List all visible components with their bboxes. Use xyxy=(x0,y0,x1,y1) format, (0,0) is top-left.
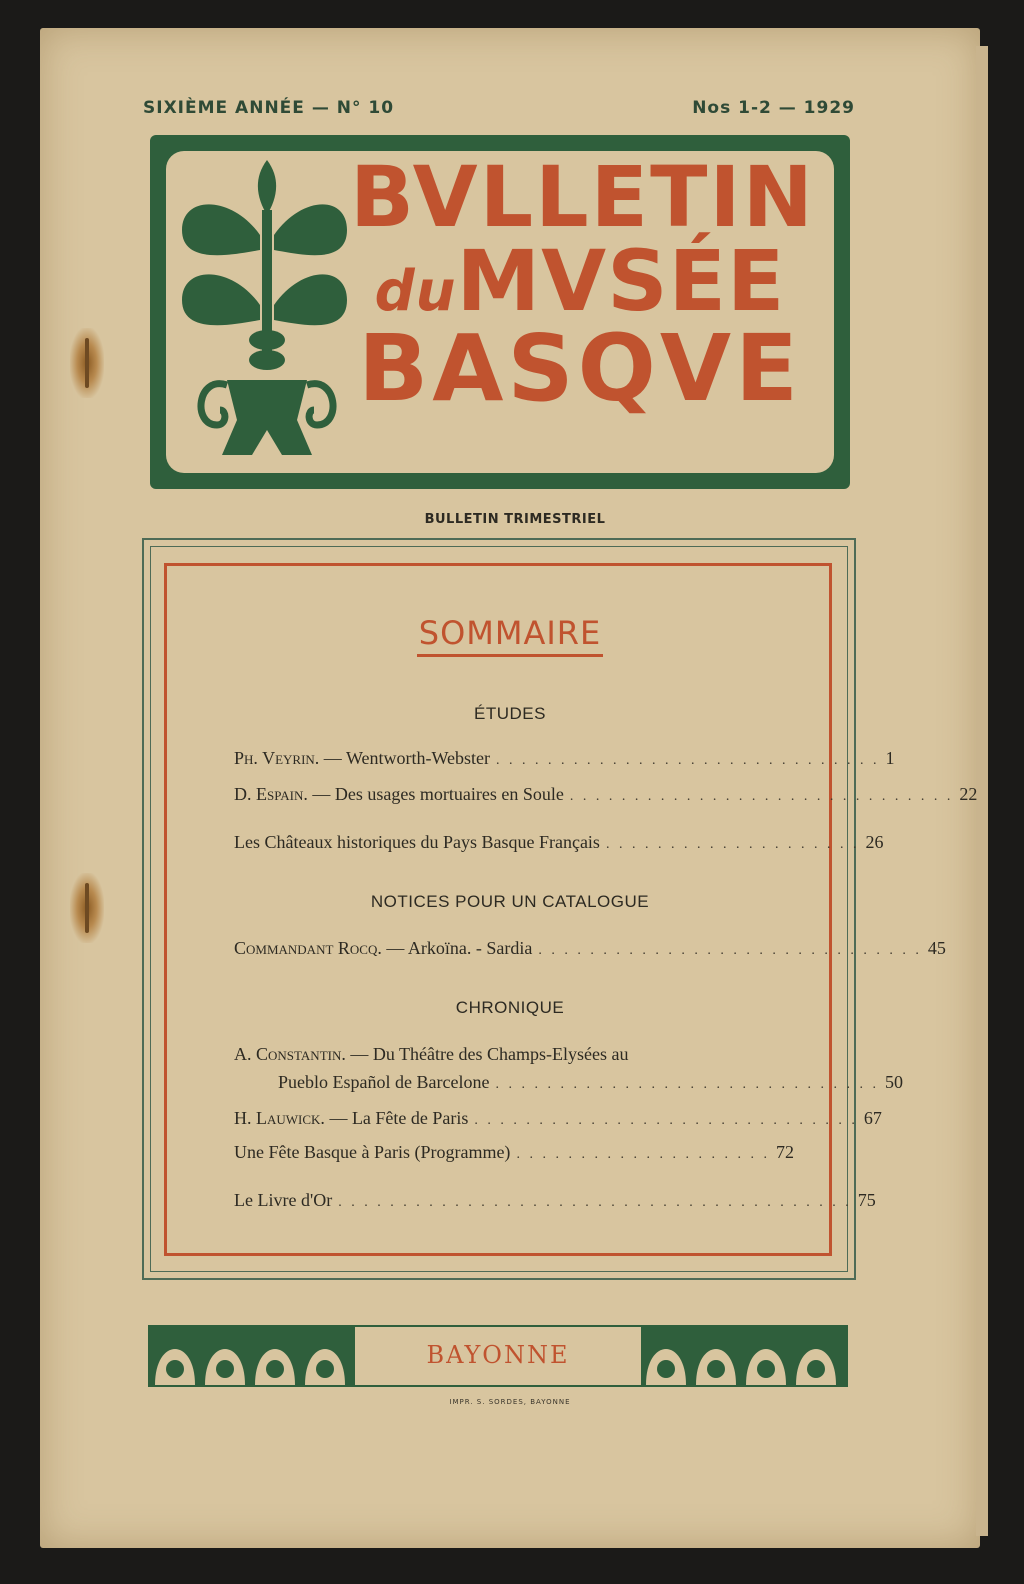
issue-year: SIXIÈME ANNÉE — N° 10 xyxy=(143,98,395,118)
section-chronique: CHRONIQUE xyxy=(455,998,565,1017)
toc-page: 72 xyxy=(775,1142,794,1162)
toc-entry-first-line xyxy=(234,1044,766,1065)
toc-entry xyxy=(234,748,895,769)
leader-dots: . . . . . . . . . . . . . . . . . . . . xyxy=(605,837,860,852)
issue-numbers: Nos 1-2 — 1929 xyxy=(692,98,855,118)
toc-entry xyxy=(234,784,978,805)
toc-page: 1 xyxy=(885,748,895,768)
toc-author: Commandant Rocq. xyxy=(234,938,382,958)
title-line-basque: BASQVE xyxy=(358,315,802,422)
toc-page: 45 xyxy=(927,938,946,958)
leader-dots: . . . . . . . . . . . . . . . . . . . . . . . . . . . . . . xyxy=(569,789,954,804)
leader-dots: . . . . . . . . . . . . . . . . . . . . . . . . . . . . . . . . . . . . . . . . xyxy=(338,1195,852,1210)
toc-title: Le Livre d'Or xyxy=(234,1190,333,1210)
toc-title: Pueblo Español de Barcelone xyxy=(278,1072,490,1092)
section-etudes: ÉTUDES xyxy=(474,704,546,723)
toc-title: — Des usages mortuaires en Soule xyxy=(307,784,564,804)
toc-entry xyxy=(234,1142,794,1163)
toc-entry xyxy=(234,832,884,853)
toc-title: Une Fête Basque à Paris (Programme) xyxy=(234,1142,511,1162)
toc-entry xyxy=(234,938,946,959)
toc-title: Les Châteaux historiques du Pays Basque Français xyxy=(234,832,600,852)
toc-page: 26 xyxy=(865,832,884,852)
subtitle: BULLETIN TRIMESTRIEL xyxy=(424,512,606,527)
masthead-title xyxy=(350,148,815,422)
toc-page: 50 xyxy=(884,1072,903,1092)
toc-title: — La Fête de Paris xyxy=(324,1108,469,1128)
page-edge xyxy=(976,46,988,1536)
toc-title: — Du Théâtre des Champs-Elysées au xyxy=(345,1044,629,1064)
masthead xyxy=(150,135,850,489)
printer-imprint: IMPR. S. SORDES, BAYONNE xyxy=(449,1398,571,1406)
toc-author: Ph. Veyrin. xyxy=(234,748,320,768)
floral-ornament-icon xyxy=(150,1327,355,1385)
section-notices: NOTICES POUR UN CATALOGUE xyxy=(370,892,650,911)
cover-page xyxy=(40,28,980,1548)
leader-dots: . . . . . . . . . . . . . . . . . . . . . . . . . . . . . . xyxy=(496,753,880,768)
toc-entry xyxy=(234,1190,876,1211)
sommaire-heading xyxy=(40,614,980,652)
title-musee: MVSÉE xyxy=(456,232,786,330)
toc-page: 22 xyxy=(959,784,978,804)
toc-author: H. Lauwick. xyxy=(234,1108,325,1128)
title-du: du xyxy=(374,259,457,324)
title-line-bulletin: BVLLETIN xyxy=(350,148,815,246)
toc-entry xyxy=(234,1108,882,1129)
leader-dots: . . . . . . . . . . . . . . . . . . . . . . . . . . . . . . xyxy=(474,1113,858,1128)
city-name: BAYONNE xyxy=(426,1341,570,1369)
leader-dots: . . . . . . . . . . . . . . . . . . . . xyxy=(516,1147,770,1162)
toc-title: — Arkoïna. - Sardia xyxy=(381,938,533,958)
toc-author: A. Constantin. xyxy=(234,1044,346,1064)
leader-dots: . . . . . . . . . . . . . . . . . . . . . . . . . . . . . . xyxy=(495,1077,879,1092)
footer-band xyxy=(148,1325,848,1387)
staple-hole xyxy=(70,328,104,398)
toc-page: 75 xyxy=(857,1190,876,1210)
vase-plant-icon xyxy=(172,155,352,465)
sommaire-title: SOMMAIRE xyxy=(417,614,604,657)
toc-title: — Wentworth-Webster xyxy=(319,748,491,768)
leader-dots: . . . . . . . . . . . . . . . . . . . . . . . . . . . . . . xyxy=(538,943,922,958)
toc-author: D. Espain. xyxy=(234,784,308,804)
toc-page: 67 xyxy=(863,1108,882,1128)
toc-entry-continuation xyxy=(278,1072,903,1093)
title-line-musee xyxy=(350,232,810,330)
floral-ornament-icon xyxy=(641,1327,846,1385)
